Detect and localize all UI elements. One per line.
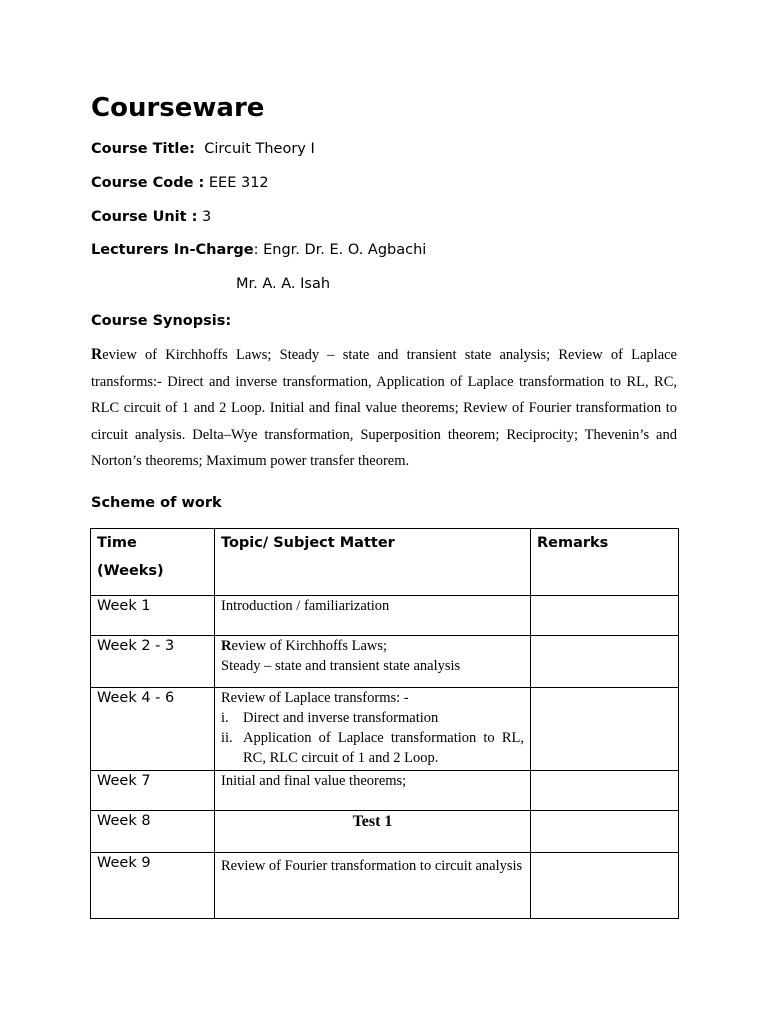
topic-line: eview of Kirchhoffs Laws; <box>231 638 388 654</box>
week-cell: Week 7 <box>91 771 215 811</box>
remarks-cell <box>531 636 679 688</box>
synopsis-text: eview of Kirchhoffs Laws; Steady – state and transient state analysis; Review of Laplace transforms:- Direct and inverse transformation, Application of Laplace transformation to RL, RC, RLC circuit of 1 and 2 Loop. Initial and final value theorems; Review of Fourier transformation to circuit analysis. Delta–Wye transformation, Superposition theorem; Reciprocity; Thevenin’s and Norton’s theorems; Maximum power transfer theorem. <box>91 347 677 470</box>
table-row <box>91 688 679 771</box>
topic-cell: Review of Fourier transformation to circuit analysis <box>215 853 531 919</box>
remarks-cell <box>531 811 679 853</box>
table-row <box>91 771 679 811</box>
week-cell: Week 9 <box>91 853 215 919</box>
header-remarks: Remarks <box>531 529 679 596</box>
lecturers-line <box>91 240 426 260</box>
topic-line: Review of Laplace transforms: - <box>221 690 409 706</box>
header-time-line2: (Weeks) <box>97 563 164 579</box>
week-cell: Week 1 <box>91 596 215 636</box>
synopsis-heading: Course Synopsis: <box>91 313 232 329</box>
list-text: Direct and inverse transformation <box>243 710 439 726</box>
list-text: Application of Laplace transformation to RL, RC, RLC circuit of 1 and 2 Loop. <box>243 730 524 766</box>
course-code-line <box>91 173 269 193</box>
table-row <box>91 811 679 853</box>
remarks-cell <box>531 596 679 636</box>
table-header-row <box>91 529 679 596</box>
lecturers-colon: : <box>253 242 259 258</box>
header-time-line1: Time <box>97 535 137 551</box>
topic-cell: Introduction / familiarization <box>215 596 531 636</box>
topic-dropcap: R <box>221 638 232 654</box>
synopsis-paragraph <box>91 342 677 475</box>
remarks-cell <box>531 853 679 919</box>
table-row <box>91 636 679 688</box>
list-number: ii. <box>221 730 233 746</box>
topic-list-item <box>221 728 524 768</box>
week-cell: Week 8 <box>91 811 215 853</box>
header-topic: Topic/ Subject Matter <box>215 529 531 596</box>
header-time <box>91 529 215 596</box>
synopsis-dropcap: R <box>91 346 103 363</box>
course-title-line <box>91 139 315 159</box>
remarks-cell <box>531 688 679 771</box>
course-unit-value: 3 <box>202 209 212 225</box>
week-cell: Week 4 - 6 <box>91 688 215 771</box>
table-row <box>91 853 679 919</box>
course-title-value: Circuit Theory I <box>204 141 315 157</box>
course-code-label: Course Code : <box>91 175 205 191</box>
topic-cell: Test 1 <box>215 811 531 853</box>
topic-cell <box>215 688 531 771</box>
course-unit-line <box>91 207 211 227</box>
week-cell: Week 2 - 3 <box>91 636 215 688</box>
list-number: i. <box>221 710 229 726</box>
table-row <box>91 596 679 636</box>
course-title-label: Course Title: <box>91 141 195 157</box>
remarks-cell <box>531 771 679 811</box>
topic-list-item <box>221 708 524 728</box>
topic-cell <box>215 636 531 688</box>
scheme-table <box>90 528 679 919</box>
course-unit-label: Course Unit : <box>91 209 198 225</box>
lecturer-2: Mr. A. A. Isah <box>236 276 331 292</box>
lecturers-label: Lecturers In-Charge <box>91 242 254 258</box>
topic-line: Steady – state and transient state analysis <box>221 658 461 674</box>
topic-cell: Initial and final value theorems; <box>215 771 531 811</box>
lecturer-1: Engr. Dr. E. O. Agbachi <box>263 242 427 258</box>
page-title: Courseware <box>91 93 265 123</box>
scheme-heading: Scheme of work <box>91 495 222 511</box>
course-code-value: EEE 312 <box>208 175 269 191</box>
